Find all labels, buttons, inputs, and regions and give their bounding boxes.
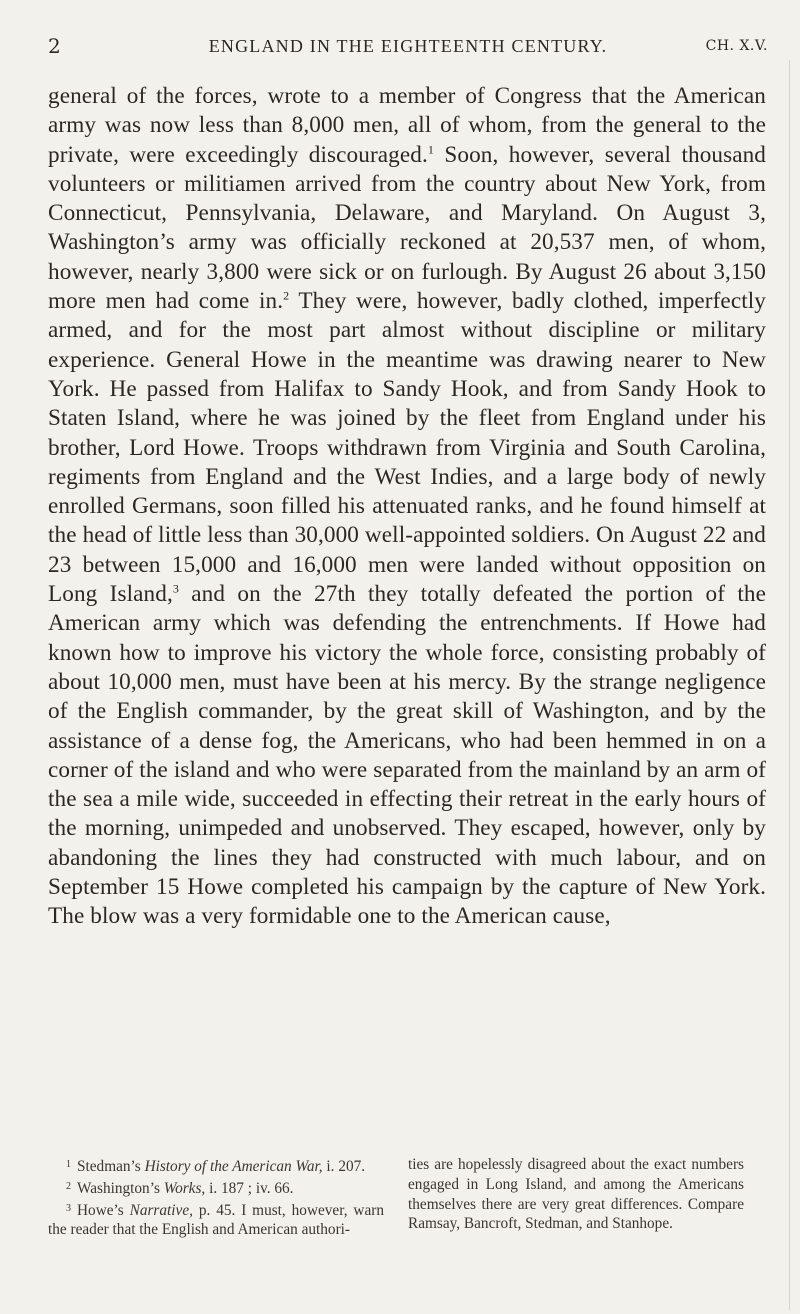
running-title: ENGLAND IN THE EIGHTEENTH CENTURY. [208, 36, 608, 56]
footnote-number: 3 [66, 1202, 71, 1214]
footnote-text: i. 187 ; iv. 66. [205, 1179, 294, 1197]
footnote-text: Washington’s [77, 1179, 164, 1197]
text-segment: general of the forces, wrote to a member of Congress that the American army was now less than 8,000 men, all of whom, from the general to the private, were exceedingly discouraged. [48, 83, 766, 168]
footnote-text: Howe’s [77, 1201, 130, 1219]
footnote-number: 2 [66, 1180, 71, 1192]
text-segment: They were, however, badly clothed, imperfectly armed, and for the most part almost without discipline or military experience. General Howe in the meantime was drawing nearer to New York. He passed from Halifax to Sandy Hook, and from Sandy Hook to Staten Island, where he was joined by the fleet from England under his brother, Lord Howe. Troops withdrawn from Virginia and South Carolina, regiments from England and the West Indies, and a large body of newly enrolled Germans, soon filled his attenuated ranks, and he found himself at the head of little less than 30,000 well-appointed soldiers. On August 22 and 23 between 15,000 and 16,000 men were landed without opposition on Long Island, [48, 288, 766, 608]
footnote-column-left [48, 1155, 384, 1240]
footnote-title: History of the American War, [144, 1158, 323, 1175]
footnote-ref: 3 [172, 581, 179, 596]
footnote-text: i. 207. [322, 1158, 366, 1175]
page-header [48, 34, 768, 58]
text-segment: and on the 27th they totally defeated the portion of the American army which was defending the entrenchments. If Howe had known how to improve his victory the whole force, consisting probably of about 10,000 men, must have been at his mercy. By the strange negligence of the English commander, by the great skill of Washington, and by the assistance of a dense fog, the Americans, who had been hemmed in on a corner of the island and who were separated from the mainland by an arm of the sea a mile wide, succeeded in effecting their retreat in the early hours of the morning, unimpeded and unobserved. They escaped, however, only by abandoning the lines they had constructed with much labour, and on September 15 Howe completed his campaign by the capture of New York. The blow was a very formidable one to the American cause, [48, 581, 767, 930]
footnote-ref: 2 [283, 288, 290, 303]
footnote-3-continued: ties are hopelessly disagreed about the exact numbers engaged in Long Island, and among the Americans themselves there are very great differences. Compare Ramsay, Bancroft, Stedman, and Stanhope. [408, 1156, 744, 1233]
page-edge [789, 60, 790, 1310]
footnote-1 [48, 1155, 384, 1177]
footnote-column-right [408, 1155, 744, 1234]
footnote-2 [48, 1177, 384, 1199]
main-paragraph [48, 82, 766, 932]
footnote-3 [48, 1199, 384, 1241]
footnote-ref: 1 [427, 141, 434, 156]
text-segment: Soon, however, several thousand volunteers or militiamen arrived from the country about New York, from Connecticut, Pennsylvania, Delaware, and Maryland. On August 3, Washington’s army was officially reckoned at 20,537 men, of whom, however, nearly 3,800 were sick or on furlough. By August 26 about 3,150 more men had come in. [48, 141, 766, 315]
book-page [48, 0, 768, 1314]
chapter-mark: CH. X.V. [705, 38, 768, 54]
page-number: 2 [48, 34, 62, 58]
footnote-text: p. 45. I must, however, warn the reader that the English and American authori- [48, 1201, 384, 1239]
footnote-title: Narrative, [129, 1201, 193, 1219]
footnote-text: Stedman’s [77, 1158, 145, 1175]
footnote-title: Works, [163, 1179, 206, 1197]
footnote-number: 1 [66, 1159, 71, 1170]
